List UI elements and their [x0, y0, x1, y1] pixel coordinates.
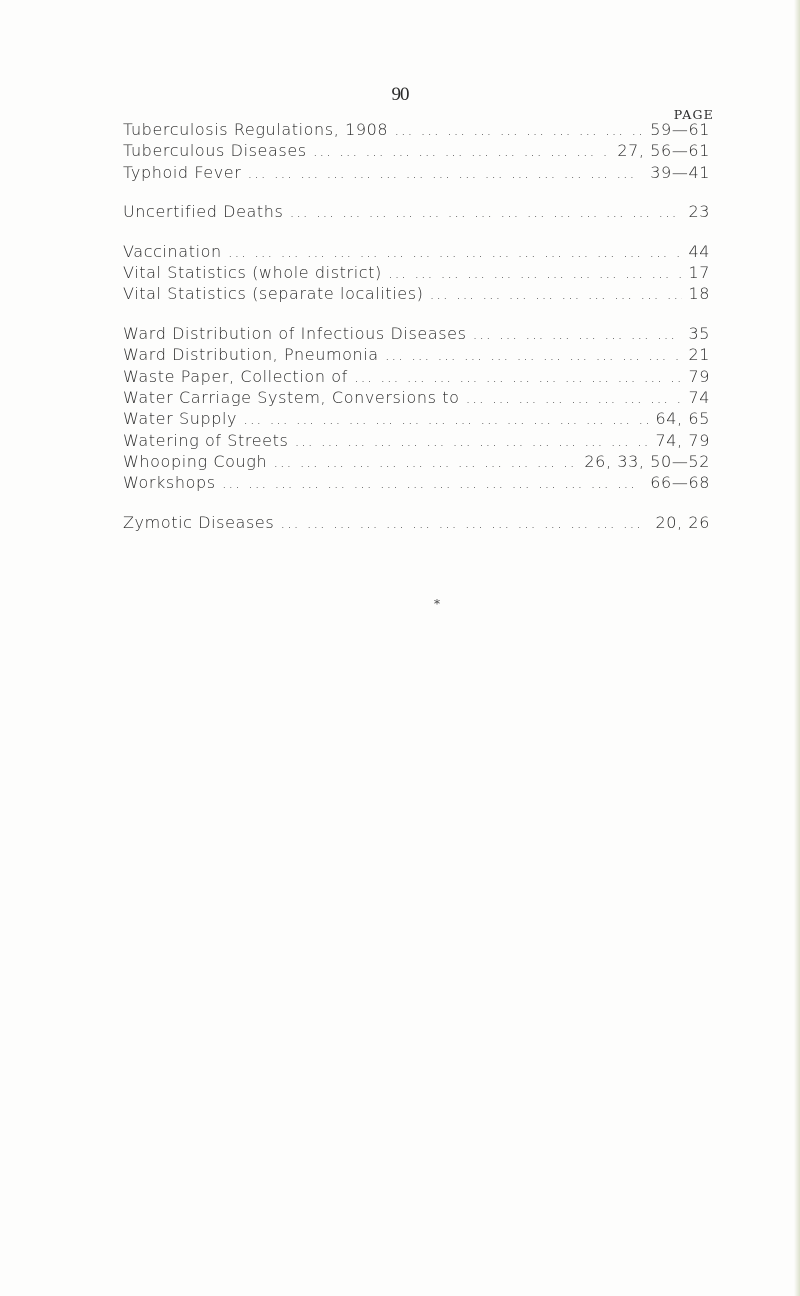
index-entry [123, 263, 710, 284]
index-group [123, 513, 710, 534]
index-entry-pages: 35 [688, 323, 710, 343]
index-entry-pages: 26, 33, 50—52 [584, 452, 710, 472]
index-entry [123, 473, 710, 494]
index-entry-pages: 17 [688, 262, 710, 282]
dot-leader [228, 242, 683, 261]
index-entry-label: Tuberculous Diseases [123, 141, 307, 161]
index-entry-pages: 20, 26 [655, 512, 710, 532]
index-entry-label: Vital Statistics (separate localities) [123, 284, 424, 304]
index-entry-label: Vital Statistics (whole district) [123, 262, 382, 282]
index-entry [123, 202, 710, 223]
dot-leader [294, 431, 649, 450]
dot-leader [354, 367, 683, 386]
index-group [123, 324, 710, 495]
index-entry [123, 242, 710, 263]
page-number: 90 [391, 84, 409, 105]
dot-leader [280, 513, 649, 532]
index-entry [123, 409, 710, 430]
index-entry [123, 324, 710, 345]
index-list [123, 120, 710, 534]
dot-leader [289, 202, 682, 221]
index-entry-label: Workshops [123, 473, 216, 493]
index-entry-label: Whooping Cough [123, 452, 268, 472]
index-group [123, 242, 710, 306]
index-entry [123, 431, 710, 452]
dot-leader [247, 163, 644, 182]
index-entry-label: Typhoid Fever [123, 162, 242, 182]
page-column-header: PAGE [673, 107, 714, 122]
index-entry-label: Uncertified Deaths [123, 202, 284, 222]
index-group [123, 202, 710, 223]
index-entry-pages: 74 [688, 387, 710, 407]
dot-leader [394, 120, 644, 139]
dot-leader [385, 345, 683, 364]
index-entry-pages: 23 [688, 202, 710, 222]
index-entry-label: Vaccination [123, 241, 222, 261]
index-entry-pages: 64, 65 [655, 409, 710, 429]
index-entry [123, 345, 710, 366]
index-entry-label: Zymotic Diseases [123, 512, 275, 532]
index-entry-pages: 21 [688, 345, 710, 365]
index-entry [123, 513, 710, 534]
index-entry [123, 388, 710, 409]
dot-leader [222, 473, 645, 492]
index-entry-pages: 18 [688, 284, 710, 304]
index-entry-label: Tuberculosis Regulations, 1908 [123, 120, 389, 139]
dot-leader [473, 324, 683, 343]
dot-leader [466, 388, 683, 407]
dot-leader [313, 141, 612, 160]
index-entry [123, 284, 710, 305]
index-entry-pages: 74, 79 [655, 430, 710, 450]
index-entry-pages: 39—41 [650, 162, 710, 182]
page-edge [794, 0, 800, 1296]
dot-leader [430, 284, 683, 303]
dot-leader [273, 452, 578, 471]
index-entry-pages: 27, 56—61 [617, 141, 710, 161]
index-entry [123, 141, 710, 162]
index-entry-label: Waste Paper, Collection of [123, 366, 348, 386]
index-entry [123, 367, 710, 388]
index-entry [123, 120, 710, 141]
dot-leader [388, 263, 683, 282]
index-entry-label: Ward Distribution of Infectious Diseases [123, 323, 467, 343]
index-entry-pages: 79 [688, 366, 710, 386]
dot-leader [243, 409, 649, 428]
index-entry-label: Watering of Streets [123, 430, 289, 450]
index-entry [123, 452, 710, 473]
index-entry-pages: 66—68 [650, 473, 710, 493]
index-entry-label: Ward Distribution, Pneumonia [123, 345, 379, 365]
index-entry-label: Water Carriage System, Conversions to [123, 387, 460, 407]
index-group [123, 120, 710, 184]
index-entry-pages: 59—61 [650, 120, 710, 139]
index-entry [123, 163, 710, 184]
ornament-mark: * [434, 597, 440, 611]
index-entry-pages: 44 [688, 241, 710, 261]
index-entry-label: Water Supply [123, 409, 238, 429]
